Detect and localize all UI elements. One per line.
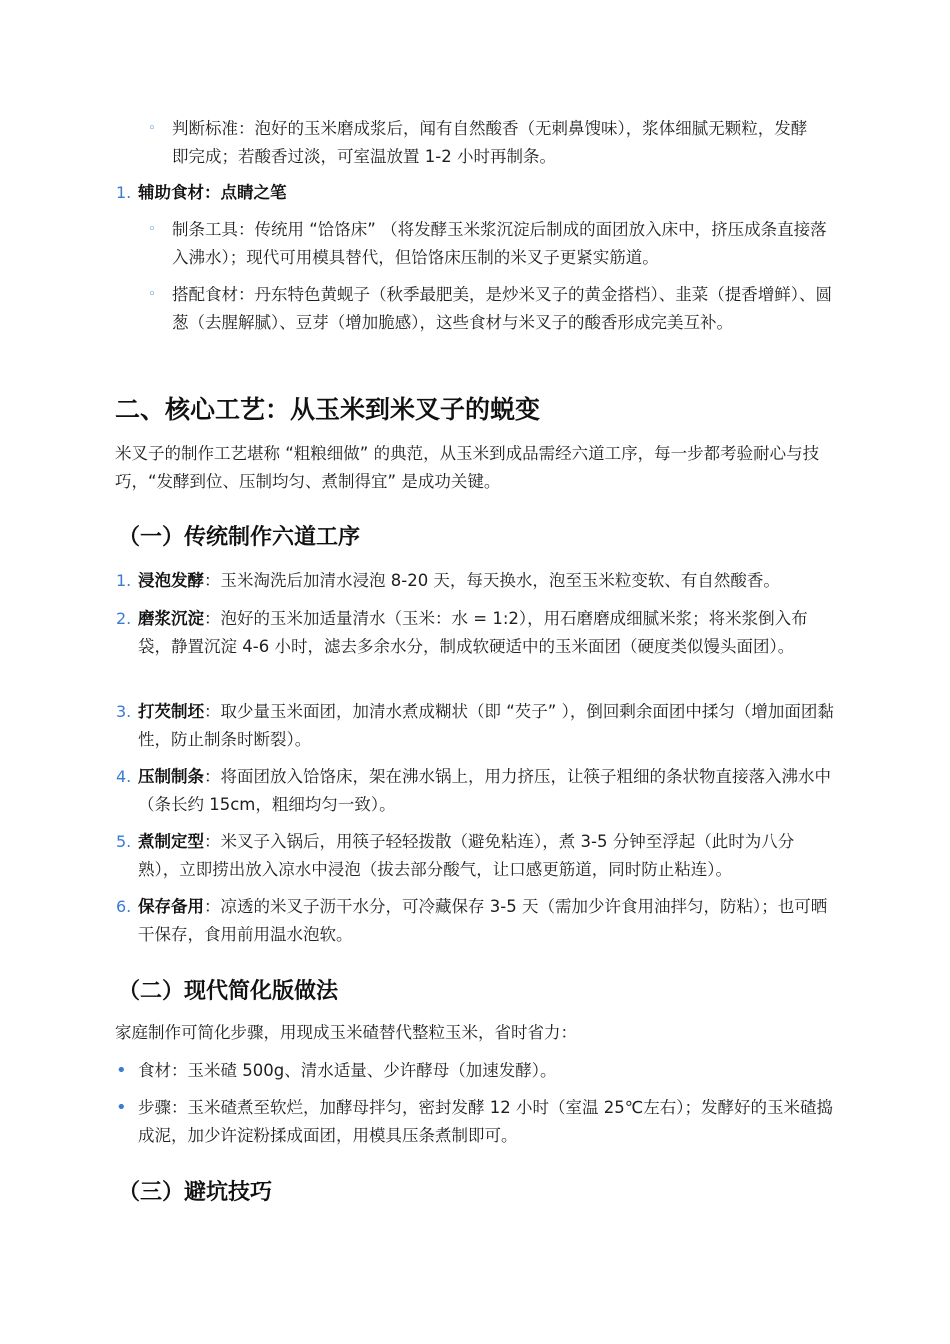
list-item	[0, 281, 950, 365]
list-number: 4.	[116, 767, 132, 786]
list-item	[0, 893, 950, 949]
bullet-icon: •	[116, 1097, 127, 1118]
subsection-heading: （一）传统制作六道工序	[118, 525, 361, 550]
circle-bullet-icon: ◦	[148, 222, 156, 237]
step-label: 煮制定型	[138, 832, 204, 851]
subsection-intro: 家庭制作可简化步骤，用现成玉米碴替代整粒玉米，省时省力：	[115, 1023, 577, 1042]
list-item	[0, 698, 950, 754]
section-heading: 二、核心工艺：从玉米到米叉子的蜕变	[115, 395, 541, 424]
list-item	[0, 567, 950, 595]
list-item	[0, 179, 950, 207]
list-item	[0, 828, 950, 884]
step-text: ：取少量玉米面团，加清水煮成糊状（即 “芡子” ），倒回剩余面团中揉匀（增加面团黏性，防止制条时断裂）。	[138, 702, 834, 749]
list-item-text: 食材：玉米碴 500g、清水适量、少许酵母（加速发酵）。	[138, 1061, 557, 1080]
section-intro: 米叉子的制作工艺堪称 “粗粮细做” 的典范，从玉米到成品需经六道工序，每一步都考验耐心与技巧，“发酵到位、压制均匀、煮制得宜” 是成功关键。	[115, 444, 820, 491]
step-text: ：泡好的玉米加适量清水（玉米：水 = 1:2），用石磨磨成细腻米浆；将米浆倒入布袋，静置沉淀 4-6 小时，滤去多余水分，制成软硬适中的玉米面团（硬度类似馒头面团）。	[138, 609, 808, 656]
list-item	[0, 605, 950, 689]
bullet-icon: •	[116, 1060, 127, 1081]
step-label: 打芡制坯	[138, 702, 204, 721]
list-number: 6.	[116, 897, 132, 916]
list-item-text: 制条工具：传统用 “饸饹床” （将发酵玉米浆沉淀后制成的面团放入床中，挤压成条直接落入沸水）；现代可用模具替代，但饸饹床压制的米叉子更紧实筋道。	[172, 220, 827, 267]
list-number: 1.	[116, 183, 132, 202]
step-text: ：将面团放入饸饹床，架在沸水锅上，用力挤压，让筷子粗细的条状物直接落入沸水中（条长约 15cm，粗细均匀一致）。	[138, 767, 831, 814]
list-number: 5.	[116, 832, 132, 851]
step-text: ：米叉子入锅后，用筷子轻轻拨散（避免粘连），煮 3-5 分钟至浮起（此时为八分熟），立即捞出放入凉水中浸泡（拔去部分酸气，让口感更筋道，同时防止粘连）。	[138, 832, 795, 879]
step-text: ：凉透的米叉子沥干水分，可冷藏保存 3-5 天（需加少许食用油拌匀，防粘）；也可晒干保存，食用前用温水泡软。	[138, 897, 828, 944]
step-text: ：玉米淘洗后加清水浸泡 8-20 天，每天换水，泡至玉米粒变软、有自然酸香。	[204, 571, 780, 590]
list-item	[0, 1057, 950, 1085]
list-number: 1.	[116, 571, 132, 590]
circle-bullet-icon: ◦	[148, 121, 156, 136]
list-item-label: 辅助食材：点睛之笔	[138, 183, 287, 202]
list-number: 3.	[116, 702, 132, 721]
step-label: 磨浆沉淀	[138, 609, 204, 628]
step-label: 保存备用	[138, 897, 204, 916]
step-label: 压制制条	[138, 767, 204, 786]
list-item-text: 搭配食材：丹东特色黄蚬子（秋季最肥美，是炒米叉子的黄金搭档）、韭菜（提香增鲜）、圆葱（去腥解腻）、豆芽（增加脆感），这些食材与米叉子的酸香形成完美互补。	[172, 285, 832, 332]
list-item	[0, 115, 950, 171]
step-label: 浸泡发酵	[138, 571, 204, 590]
list-item-text: 判断标准：泡好的玉米磨成浆后，闻有自然酸香（无刺鼻馊味），浆体细腻无颗粒，发酵即完成；若酸香过淡，可室温放置 1-2 小时再制条。	[172, 119, 808, 166]
list-item	[0, 763, 950, 819]
subsection-heading: （三）避坑技巧	[118, 1180, 273, 1205]
list-item	[0, 216, 950, 272]
list-item	[0, 1094, 950, 1150]
list-number: 2.	[116, 609, 132, 628]
circle-bullet-icon: ◦	[148, 287, 156, 302]
list-item-text: 步骤：玉米碴煮至软烂，加酵母拌匀，密封发酵 12 小时（室温 25℃左右）；发酵好的玉米碴捣成泥，加少许淀粉揉成面团，用模具压条煮制即可。	[138, 1098, 834, 1145]
subsection-heading: （二）现代简化版做法	[118, 979, 339, 1004]
